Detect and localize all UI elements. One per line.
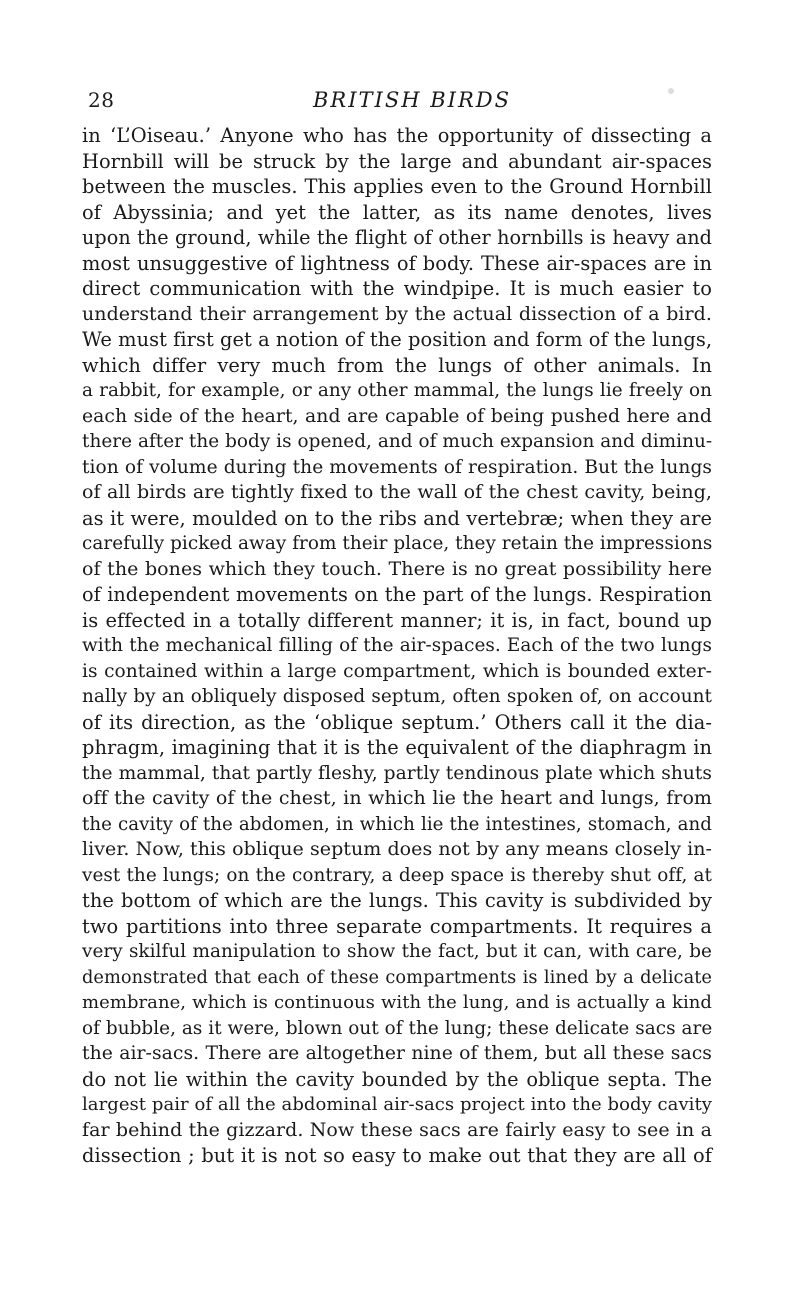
text-line: vest the lungs; on the contrary, a deep space is thereby shut off, at: [82, 864, 712, 886]
text-line: the cavity of the abdomen, in which lie the intestines, stomach, and: [82, 813, 712, 835]
text-line: nally by an obliquely disposed septum, often spoken of, on account: [82, 686, 712, 707]
text-line: off the cavity of the chest, in which lie the heart and lungs, from: [82, 787, 712, 809]
text-line: upon the ground, while the flight of other hornbills is heavy and: [82, 226, 712, 249]
text-line: the air-sacs. There are altogether nine of them, but all these sacs: [82, 1043, 712, 1064]
text-line: a rabbit, for example, or any other mammal, the lungs lie freely on: [82, 380, 712, 401]
text-line: most unsuggestive of lightness of body. These air-spaces are in: [82, 251, 712, 275]
text-line: is effected in a totally different manner; it is, in fact, bound up: [82, 608, 712, 632]
text-line: dissection ; but it is not so easy to make out that they are all of: [82, 1144, 712, 1167]
text-line: between the muscles. This applies even to the Ground Hornbill: [82, 175, 712, 198]
text-line: do not lie within the cavity bounded by the oblique septa. The: [82, 1067, 712, 1091]
text-line: of all birds are tightly fixed to the wall of the chest cavity, being,: [82, 481, 712, 503]
text-line: of the bones which they touch. There is no great possibility here: [82, 557, 712, 580]
text-line: carefully picked away from their place, they retain the impressions: [82, 533, 713, 554]
text-line: liver. Now, this oblique septum does not by any means closely in-: [82, 838, 712, 860]
text-line: largest pair of all the abdominal air-sacs project into the body cavity: [82, 1094, 712, 1115]
body-text: [82, 123, 712, 1169]
text-line: very skilful manipulation to show the fact, but it can, with care, be: [82, 941, 712, 962]
text-line: far behind the gizzard. Now these sacs are fairly easy to see in a: [82, 1118, 712, 1141]
text-line: understand their arrangement by the actual dissection of a bird.: [82, 302, 712, 325]
text-line: tion of volume during the movements of respiration. But the lungs: [82, 456, 712, 478]
text-line: membrane, which is continuous with the lung, and is actually a kind: [82, 992, 712, 1013]
text-line: Hornbill will be struck by the large and abundant air-spaces: [82, 149, 712, 173]
text-line: of bubble, as it were, blown out of the lung; these delicate sacs are: [82, 1017, 713, 1039]
text-line: direct communication with the windpipe. It is much easier to: [82, 277, 712, 300]
text-line: of its direction, as the ‘oblique septum.’ Others call it the dia-: [82, 710, 712, 734]
page-number: 28: [88, 88, 115, 112]
text-line: phragm, imagining that it is the equivalent of the diaphragm in: [82, 736, 712, 759]
ink-smudge: [668, 88, 674, 94]
running-title: BRITISH BIRDS: [313, 88, 511, 112]
text-line: each side of the heart, and are capable of being pushed here and: [82, 405, 712, 427]
text-line: of Abyssinia; and yet the latter, as its name denotes, lives: [82, 200, 712, 224]
text-line: demonstrated that each of these compartments is lined by a delicate: [82, 966, 712, 988]
text-line: as it were, moulded on to the ribs and vertebræ; when they are: [82, 506, 712, 530]
text-line: the bottom of which are the lungs. This cavity is subdivided by: [82, 889, 712, 912]
text-line: of independent movements on the part of the lungs. Respiration: [82, 583, 712, 606]
text-line: with the mechanical filling of the air-spaces. Each of the two lungs: [82, 635, 712, 656]
page-header: [88, 88, 712, 118]
text-line: two partitions into three separate compartments. It requires a: [82, 914, 712, 938]
text-line: We must first get a notion of the position and form of the lungs,: [82, 328, 713, 351]
text-line: which differ very much from the lungs of other animals. In: [82, 353, 712, 377]
text-line: there after the body is opened, and of much expansion and diminu-: [82, 431, 713, 452]
text-line: is contained within a large compartment, which is bounded exter-: [82, 660, 712, 682]
text-line: the mammal, that partly fleshy, partly tendinous plate which shuts: [82, 762, 712, 784]
text-line: in ‘L’Oiseau.’ Anyone who has the opportunity of dissecting a: [82, 124, 712, 147]
